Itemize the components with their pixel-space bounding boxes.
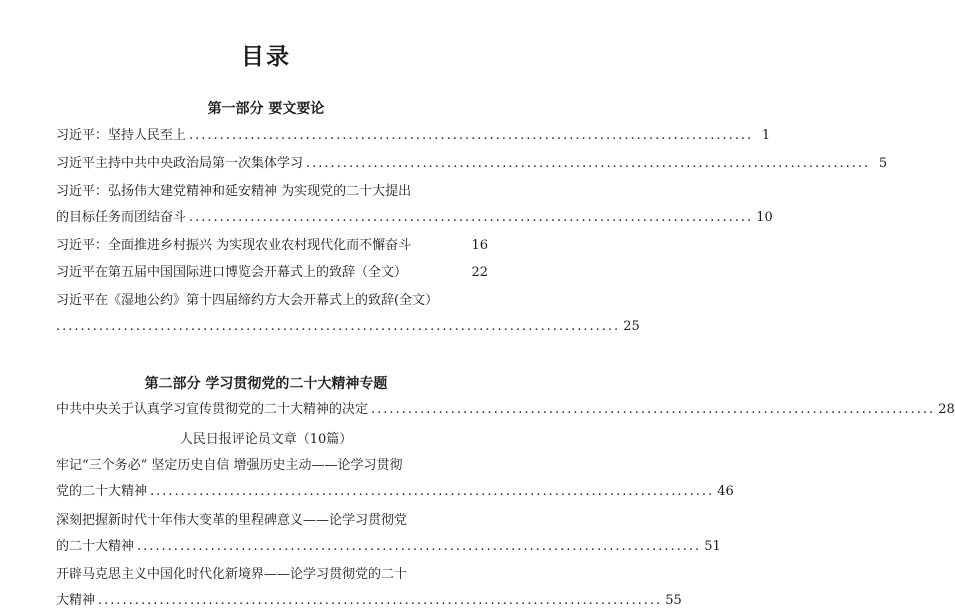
page-number: 28	[938, 402, 955, 417]
toc-entry-line2[interactable]	[56, 482, 734, 502]
entry-title-cont: 的目标任务而团结奋斗	[56, 210, 187, 225]
entry-title: 习近平：坚持人民至上	[56, 128, 187, 143]
entry-title: 习近平在第五届中国国际进口博览会开幕式上的致辞（全文）	[56, 265, 408, 280]
part1-heading: 第一部分 要文要论	[207, 101, 325, 117]
page-number: 10	[756, 210, 773, 225]
page-number: 55	[665, 593, 682, 608]
toc-entry-line2[interactable]	[56, 317, 640, 337]
page-number: 25	[623, 319, 640, 334]
toc-title: 目录	[241, 43, 291, 70]
entry-title-cont: 的二十大精神	[56, 539, 135, 554]
toc-entry-line1[interactable]	[56, 291, 488, 311]
toc-entry-line2[interactable]	[56, 208, 773, 228]
entry-title-cont: 党的二十大精神	[56, 484, 148, 499]
toc-entry-line1[interactable]	[56, 565, 488, 585]
toc-entry-line2[interactable]	[56, 537, 721, 557]
toc-entry[interactable]	[56, 154, 888, 174]
entry-title: 开辟马克思主义中国化时代化新境界——论学习贯彻党的二十	[56, 567, 408, 582]
dot-leader: ............................................................................................	[306, 156, 871, 171]
entry-title: 中共中央关于认真学习宣传贯彻党的二十大精神的决定	[56, 402, 369, 417]
dot-leader: ............................................................................................	[56, 319, 621, 334]
page-number: 51	[704, 539, 721, 554]
page-number: 22	[471, 265, 488, 280]
page-number: 5	[878, 156, 888, 171]
entry-title-cont: 大精神	[56, 593, 96, 608]
toc-entry[interactable]	[56, 263, 488, 283]
page-number: 1	[761, 128, 771, 143]
entry-title: 习近平：弘扬伟大建党精神和延安精神 为实现党的二十大提出	[56, 184, 412, 199]
dot-leader: ............................................................................................	[137, 539, 702, 554]
toc-entry-line1[interactable]	[56, 456, 488, 476]
dot-leader: ............................................................................................	[98, 593, 663, 608]
entry-title: 习近平主持中共中央政治局第一次集体学习	[56, 156, 304, 171]
subsection-heading: 人民日报评论员文章（10篇）	[179, 432, 353, 447]
entry-title: 习近平在《湿地公约》第十四届缔约方大会开幕式上的致辞(全文）	[56, 293, 439, 308]
part2-heading: 第二部分 学习贯彻党的二十大精神专题	[144, 376, 388, 392]
dot-leader: ............................................................................................	[371, 402, 936, 417]
page-number: 16	[471, 238, 488, 253]
page-number: 46	[717, 484, 734, 499]
dot-leader: ............................................................................................	[150, 484, 715, 499]
toc-entry[interactable]	[56, 126, 771, 146]
toc-entry-line1[interactable]	[56, 511, 488, 531]
entry-title: 习近平：全面推进乡村振兴 为实现农业农村现代化而不懈奋斗	[56, 238, 412, 253]
dot-leader: ............................................................................................	[189, 210, 754, 225]
toc-entry-line1[interactable]	[56, 182, 488, 202]
entry-title: 深刻把握新时代十年伟大变革的里程碑意义——论学习贯彻党	[56, 513, 408, 528]
toc-entry[interactable]	[56, 400, 955, 420]
toc-entry-line2[interactable]	[56, 591, 682, 611]
toc-entry[interactable]	[56, 236, 488, 256]
entry-title: 牢记“三个务必” 坚定历史自信 增强历史主动——论学习贯彻	[56, 458, 403, 473]
dot-leader: ............................................................................................	[189, 128, 754, 143]
